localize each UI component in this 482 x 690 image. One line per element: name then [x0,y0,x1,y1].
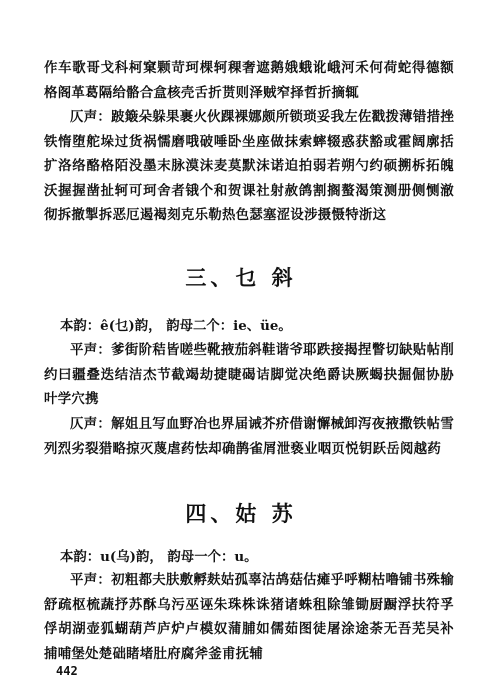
ze-text: 解姐且写血野冶也界届诫芥疥借谢懈械卸泻夜掖撒铁帖雪列烈劣裂猎略掠灭蔑虐药怯却确鹊雀屑泄亵业咽页悦钥跃岳阅越药 [44,416,455,457]
section4-ping-paragraph [44,568,454,666]
section4-heading: 四、姑 苏 [185,501,297,526]
ze-label: 仄声： [70,109,112,125]
intro-label: 本韵： [60,549,101,565]
section3-ping-paragraph [44,338,454,412]
section4-intro [60,545,450,569]
section2-line1-text: 作车歌哥戈科柯窠颗苛珂棵轲稞奢遮鹅娥蛾讹峨河禾何荷蛇得德额格阁革葛隔给骼合盒核壳舌折贳则泽贼窄择哲折摘辄 [44,60,454,101]
section2-line1 [44,56,454,105]
intro-label: 本韵： [60,318,101,334]
section3-heading: 三、乜 斜 [185,265,297,290]
ping-text: 爹街阶秸皆嗟些靴掖茄斜鞋谐爷耶跌接揭捏瞥切缺贴帖削约曰疆叠迭结洁杰节截竭劫捷睫碣诘脚觉决绝爵诀厥蝎抉掘倔协胁叶学穴携 [44,342,455,407]
section3-ze-paragraph [44,412,454,461]
intro-text: u(乌)韵， 韵母一个：u。 [100,549,258,565]
ping-label: 平声： [70,342,112,358]
section2-ze-paragraph [44,105,454,228]
ping-text: 初粗都夫肤敷孵麸姑孤辜沽鸪菇估瘫乎呼糊枯噜铺书殊输舒疏枢梳蔬抒苏酥乌污巫诬朱珠株诛猪诸蛛租除雏锄厨蹰浮扶符孚俘胡湖壶狐蝴葫芦庐炉卢模奴蒲脯如儒茹图徒屠涂途荼无吾芜吴补捕哺堡处楚础睹堵肚府腐斧釜甫抚辅 [44,572,455,662]
ze-text: 跛簸朵躲果裹火伙踝裸娜颇所锁琐妥我左佐戳拨薄错措挫铁惰堕舵垛过货祸懦磨哦破唾卧坐座做抹索蟀辍惑获豁或霍阔廓括扩洛络酪格陌没墨末脉漠沫麦莫默沫诺迫拍弱若朔勺约硕搠柝拓魄沃握握凿扯轲可珂舍者锇个和贺课社射赦鸽割搁螯渴策测册侧恻澈彻拆撤掣拆恶厄遏褐刻克乐勒热色瑟塞涩设涉摄慑特浙这 [44,109,455,223]
ze-label: 仄声： [70,416,112,432]
page-number: 442 [56,664,78,678]
section3-intro [60,314,450,338]
intro-text: ê(乜)韵， 韵母二个：ie、üe。 [100,318,292,334]
ping-label: 平声： [70,572,112,588]
